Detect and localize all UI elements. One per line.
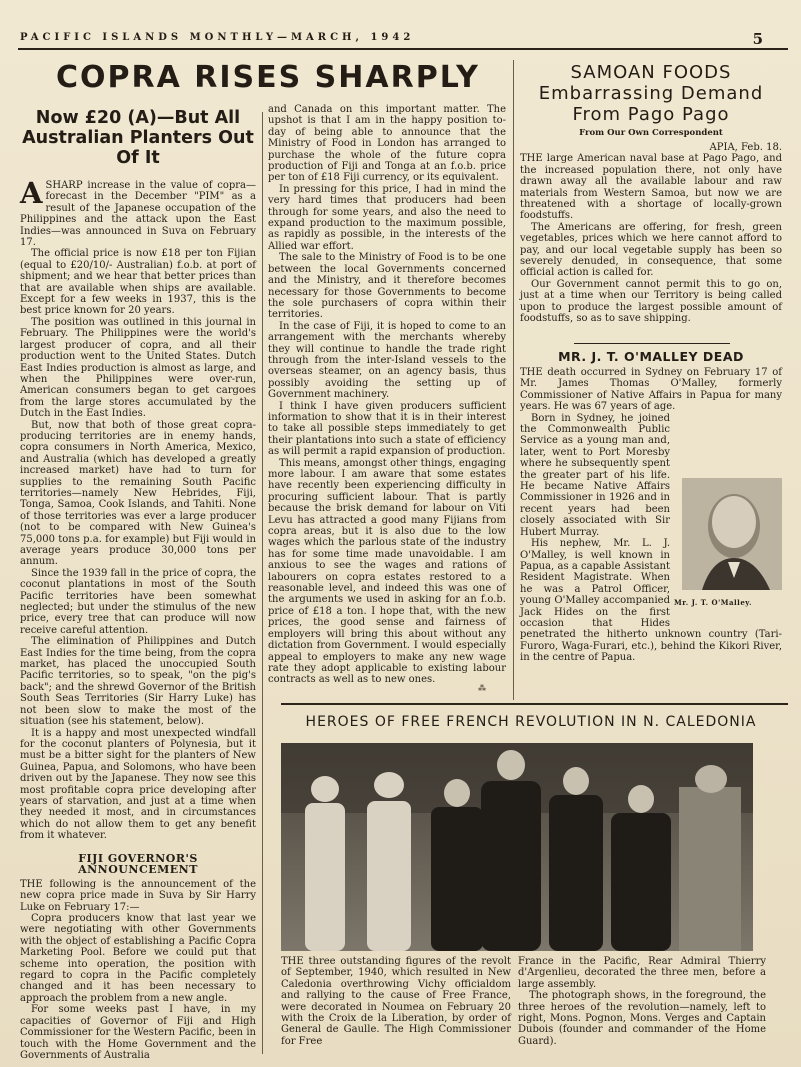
- samoa-para-2: The Americans are offering, for fresh, green vegetables, prices which we here cannot afford to pay, and our local vegetable supply has been so severely denuded, in consequence, that some official action is called for.: [520, 221, 782, 279]
- cont-para-2: In pressing for this price, I had in mind the very hard times that producers had been through for some years, and also the need to expand production to the maximum possible, as rapidly as possible, in the interests of the Allied war effort.: [268, 183, 506, 252]
- omalley-para-1: THE death occurred in Sydney on February 17 of Mr. James Thomas O'Malley, formerly Commissioner of Native Affairs in Papua for many years. He was 67 years of age.: [520, 367, 782, 413]
- portrait-caption: Mr. J. T. O'Malley.: [674, 598, 752, 607]
- heroes-column-1: [281, 956, 511, 1046]
- heroes-text-1: THE three outstanding figures of the revolt of September, 1940, which resulted in New Caledonia overthrowing Vichy officialdom and rallying to the cause of Free France, were decorated in Noumea on February 20 with the Croix de la Liberation, by order of General de Gaulle. The High Commissioner for Free: [281, 956, 511, 1047]
- fiji-governor-heading: FIJI GOVERNOR'S ANNOUNCEMENT: [78, 852, 198, 877]
- cont-para-3: The sale to the Ministry of Food is to be one between the local Governments concerned and the Ministry, and it therefore becomes necessary for those Governments to become the sole purchasers of copra within their territories.: [268, 252, 506, 321]
- running-head: PACIFIC ISLANDS MONTHLY—MARCH, 1942: [20, 32, 415, 43]
- fiji-para-1: THE following is the announcement of the new copra price made in Suva by Sir Harry Luke on February 17:—: [20, 878, 256, 913]
- copra-para-4: But, now that both of those great copra-producing territories are in enemy hands, copra consumers in North America, Mexico, and Australia (which has developed a greatly increased market) have had to turn for supplies to the remaining South Pacific territories—namely New Hebrides, Fiji, Tonga, Samoa, Cook Islands, and Tahiti. None of those territories was ever a large producer (not to be compared with New Guinea's 75,000 tons p.a. for example) but Fiji would in average years produce 30,000 tons per annum.: [20, 419, 256, 568]
- copra-para-2: The official price is now £18 per ton Fijian (equal to £20/10/- Australian) f.o.b. at port of shipment; and we hear that better prices than that are available when ships are available. Except for a few weeks in 1937, this is the best price known for 20 years.: [20, 248, 256, 317]
- copra-subtitle: Now £20 (A)—But All Australian Planters Out Of It: [22, 108, 254, 168]
- fiji-para-3: For some weeks past I have, in my capacities of Governor of Fiji and High Commissioner for the Western Pacific, been in touch with the Home Government and the Governments of Australia: [20, 1004, 256, 1061]
- omalley-para-3: His nephew, Mr. L. J. O'Malley, is well known in Papua, as a capable Assistant Resident Magistrate. When he was a Patrol Officer, young O'Malley accompanied Jack Hides on the first occasion that Hides penetrated the hitherto unknown country (Tari-Furoro, Waga-Furari, etc.), behind the Kikori River, in the centre of Papua.: [520, 538, 782, 664]
- heroes-column-2: [518, 956, 766, 1046]
- copra-column-1: [20, 176, 256, 844]
- cont-para-6: This means, amongst other things, engaging more labour. I am aware that some estates have recently been experiencing difficulty in procuring sufficient labour. That is partly because the brisk demand for labour on Viti Levu has attracted a good many Fijians from copra areas, but it is also due to the low wages which the parlous state of the industry has for some time made unavoidable. I am anxious to see the wages and rations of labourers on copra estates restored to a reasonable level, and indeed this was one of the arguments we used in asking for an f.o.b. price of £18 a ton. I hope that, with the new prices, the good sense and fairness of employers will bring this about without any dictation from Government. I would especially appeal to employers to make any new wage rate they adopt applicable to existing labour contracts as well as to new ones.: [268, 457, 506, 686]
- column-rule-1: [262, 112, 263, 1054]
- cont-para-4: In the case of Fiji, it is hoped to come to an arrangement with the merchants whereby they will continue to handle the trade right through from the inter-Island vessels to the overseas steamer, on an agency basis, thus possibly avoiding the setting up of Government machinery.: [268, 320, 506, 401]
- copra-title: COPRA RISES SHARPLY: [56, 60, 480, 95]
- samoa-body: [520, 142, 782, 338]
- page-number: 5: [752, 30, 763, 48]
- copra-para-3: The position was outlined in this journal in February. The Philippines were the world's largest producer of copra, and all their production went to the United States. Dutch East Indies production is almost as large, and when the Philippines were over-run, American consumers began to get cargoes from the large stores accumulated by the Dutch in the East Indies.: [20, 316, 256, 420]
- fiji-para-2: Copra producers know that last year we were negotiating with other Governments with the object of establishing a Pacific Copra Marketing Pool. Before we could put that scheme into operation, the position with regard to copra in the Pacific completely changed and it has been necessary to approach the problem from a new angle.: [20, 913, 256, 1004]
- heroes-top-rule: [281, 703, 788, 705]
- copra-para-5: Since the 1939 fall in the price of copra, the coconut plantations in most of the South Pacific territories have been somewhat neglected; but under the stimulus of the new price, every tree that can produce will now receive careful attention.: [20, 567, 256, 636]
- samoa-dateline: APIA, Feb. 18.: [709, 142, 782, 153]
- samoa-correspondent: From Our Own Correspondent: [579, 128, 723, 138]
- column-rule-2: [513, 60, 514, 700]
- omalley-title: MR. J. T. O'MALLEY DEAD: [558, 349, 744, 364]
- cont-para-1: and Canada on this important matter. The upshot is that I am in the happy position to-day of being able to announce that the Ministry of Food in London has arranged to purchase the whole of the future copra production of Fiji and Tonga at an f.o.b. price per ton of £18 Fiji currency, or its equivalent.: [268, 104, 506, 184]
- end-ornament: ⁂: [478, 684, 486, 693]
- heroes-text-3: The photograph shows, in the foreground, the three heroes of the revolution—namely, left to right, Mons. Pognon, Mons. Verges and Captain Dubois (founder and commander of the Home Guard).: [518, 990, 766, 1047]
- samoa-para-1: THE large American naval base at Pago Pago, and the increased population there, not only have drawn away all the available labour and raw materials from Western Samoa, but now we are threatened with a shortage of locally-grown foodstuffs.: [520, 153, 782, 222]
- copra-para-1: A SHARP increase in the value of copra—forecast in the December "PIM" as a result of the Japanese occupation of the Philippines and the attack upon the East Indies—was announced in Suva on February 17.: [20, 176, 256, 249]
- copra-para-6: The elimination of Philippines and Dutch East Indies for the time being, from the copra market, has placed the unoccupied South Pacific territories, so to speak, "on the pig's back"; and the shrewd Governor of the British South Seas Territories (Sir Harry Luke) has not been slow to make the most of the situation (see his statement, below).: [20, 636, 256, 728]
- heroes-photo: [281, 743, 753, 951]
- omalley-para-2: Born in Sydney, he joined the Commonwealth Public Service as a young man and, later, went to Port Moresby where he subsequently spent the greater part of his life. He became Native Affairs Commissioner in 1926 and in recent years had been closely associated with Sir Hubert Murray.: [520, 412, 670, 538]
- copra-column-2: [268, 104, 506, 686]
- heroes-text-2: France in the Pacific, Rear Admiral Thierry d'Argenlieu, decorated the three men, before a large assembly.: [518, 956, 766, 990]
- samoa-para-3: Our Government cannot permit this to go on, just at a time when our Territory is being called upon to produce the largest possible amount of foodstuffs, so as to save shipping.: [520, 278, 782, 325]
- copra-para-7: It is a happy and most unexpected windfall for the coconut planters of Polynesia, but it must be a bitter sight for the planters of New Guinea, Papua, and Solomons, who have been driven out by the Japanese. They now see this most profitable copra price developing after years of starvation, and just at a time when they needed it most, and in circumstances which do not allow them to get any benefit from it whatever.: [20, 727, 256, 842]
- heroes-title: HEROES OF FREE FRENCH REVOLUTION IN N. CALEDONIA: [305, 714, 757, 730]
- header-rule: [18, 48, 788, 50]
- omalley-portrait: [682, 478, 782, 590]
- cont-para-5: I think I have given producers sufficient information to show that it is in their interest to take all possible steps immediately to get their plantations into such a state of efficiency as will permit a rapid expansion of production.: [268, 400, 506, 458]
- samoa-title: SAMOAN FOODS Embarrassing Demand From Pago Pago: [538, 62, 764, 125]
- samoa-end-rule: [574, 343, 730, 344]
- fiji-governor-section: [20, 848, 256, 1061]
